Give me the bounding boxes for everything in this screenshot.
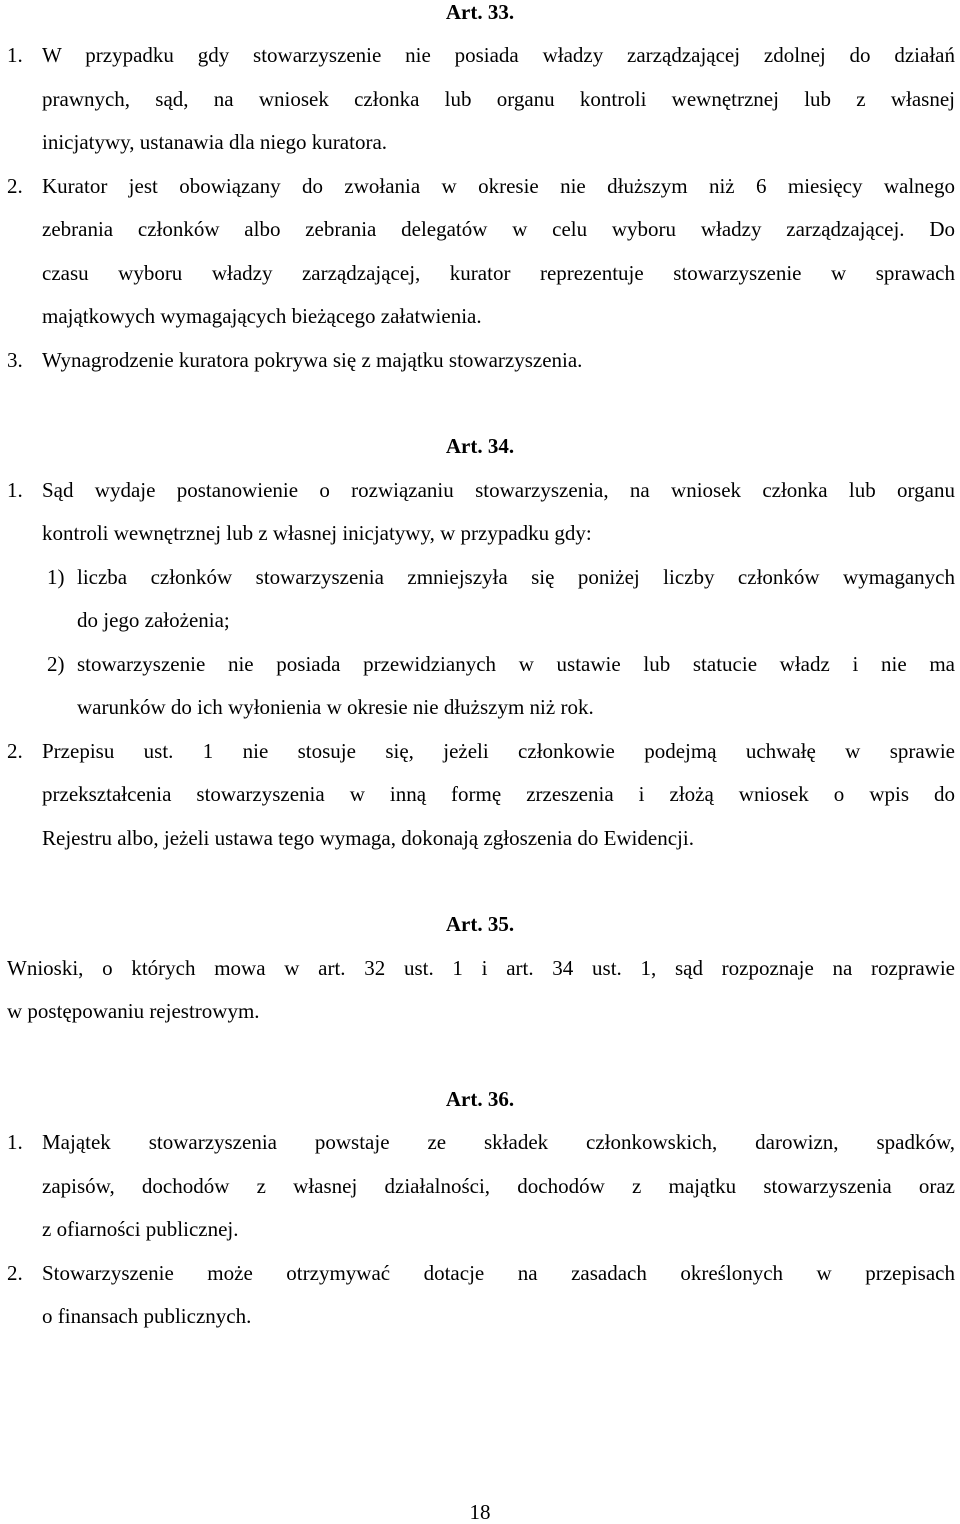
art-33-para-2-line-3: czasu wyboru władzy zarządzającej, kurator reprezentuje stowarzyszenie w sprawach xyxy=(42,261,955,285)
art-34-para-2-line-3: Rejestru albo, jeżeli ustawa tego wymaga, dokonają zgłoszenia do Ewidencji. xyxy=(42,826,694,850)
art-33-para-1-line-3: inicjatywy, ustanawia dla niego kuratora. xyxy=(42,130,388,154)
art-34-para-2-number: 2. xyxy=(7,739,23,763)
art-36-para-1-number: 1. xyxy=(7,1130,23,1154)
art-34-point-1-number: 1) xyxy=(47,565,65,589)
art-34-point-2-line-2: warunków do ich wyłonienia w okresie nie dłuższym niż rok. xyxy=(77,695,594,719)
art-35-title: Art. 35. xyxy=(445,912,515,936)
art-34-para-1-line-2: kontroli wewnętrznej lub z własnej inicjatywy, w przypadku gdy: xyxy=(42,521,592,545)
art-36-para-1-line-3: z ofiarności publicznej. xyxy=(42,1217,239,1241)
art-33-title: Art. 33. xyxy=(445,0,515,24)
art-36-para-2-number: 2. xyxy=(7,1261,23,1285)
art-33-para-2-line-1: Kurator jest obowiązany do zwołania w okresie nie dłuższym niż 6 miesięcy walnego xyxy=(42,174,955,198)
art-34-point-2-number: 2) xyxy=(47,652,65,676)
art-33-para-2-line-2: zebrania członków albo zebrania delegatów w celu wyboru władzy zarządzającej. Do xyxy=(42,217,955,241)
page-number: 18 xyxy=(469,1500,491,1524)
art-33-para-2-line-4: majątkowych wymagających bieżącego załatwienia. xyxy=(42,304,482,328)
art-35-line-2: w postępowaniu rejestrowym. xyxy=(7,999,260,1023)
art-36-title: Art. 36. xyxy=(445,1087,515,1111)
art-34-para-2-line-2: przekształcenia stowarzyszenia w inną formę zrzeszenia i złożą wniosek o wpis do xyxy=(42,782,955,806)
art-33-para-3-number: 3. xyxy=(7,348,23,372)
art-36-para-1-line-2: zapisów, dochodów z własnej działalności, dochodów z majątku stowarzyszenia oraz xyxy=(42,1174,955,1198)
art-33-para-1-number: 1. xyxy=(7,43,23,67)
art-36-para-1-line-1: Majątek stowarzyszenia powstaje ze składek członkowskich, darowizn, spadków, xyxy=(42,1130,955,1154)
art-34-point-1-line-1: liczba członków stowarzyszenia zmniejszyła się poniżej liczby członków wymaganych xyxy=(77,565,955,589)
art-35-line-1: Wnioski, o których mowa w art. 32 ust. 1 i art. 34 ust. 1, sąd rozpoznaje na rozprawie xyxy=(7,956,955,980)
art-33-para-2-number: 2. xyxy=(7,174,23,198)
art-34-point-2-line-1: stowarzyszenie nie posiada przewidzianych w ustawie lub statucie władz i nie ma xyxy=(77,652,955,676)
art-34-para-2-line-1: Przepisu ust. 1 nie stosuje się, jeżeli członkowie podejmą uchwałę w sprawie xyxy=(42,739,955,763)
art-34-para-1-number: 1. xyxy=(7,478,23,502)
art-36-para-2-line-2: o finansach publicznych. xyxy=(42,1304,252,1328)
art-36-para-2-line-1: Stowarzyszenie może otrzymywać dotacje na zasadach określonych w przepisach xyxy=(42,1261,955,1285)
art-33-para-3-line-1: Wynagrodzenie kuratora pokrywa się z majątku stowarzyszenia. xyxy=(42,348,583,372)
art-33-para-1-line-2: prawnych, sąd, na wniosek członka lub organu kontroli wewnętrznej lub z własnej xyxy=(42,87,955,111)
art-34-point-1-line-2: do jego założenia; xyxy=(77,608,230,632)
art-34-para-1-line-1: Sąd wydaje postanowienie o rozwiązaniu stowarzyszenia, na wniosek członka lub organu xyxy=(42,478,955,502)
art-33-para-1-line-1: W przypadku gdy stowarzyszenie nie posiada władzy zarządzającej zdolnej do działań xyxy=(42,43,955,67)
art-34-title: Art. 34. xyxy=(445,434,515,458)
